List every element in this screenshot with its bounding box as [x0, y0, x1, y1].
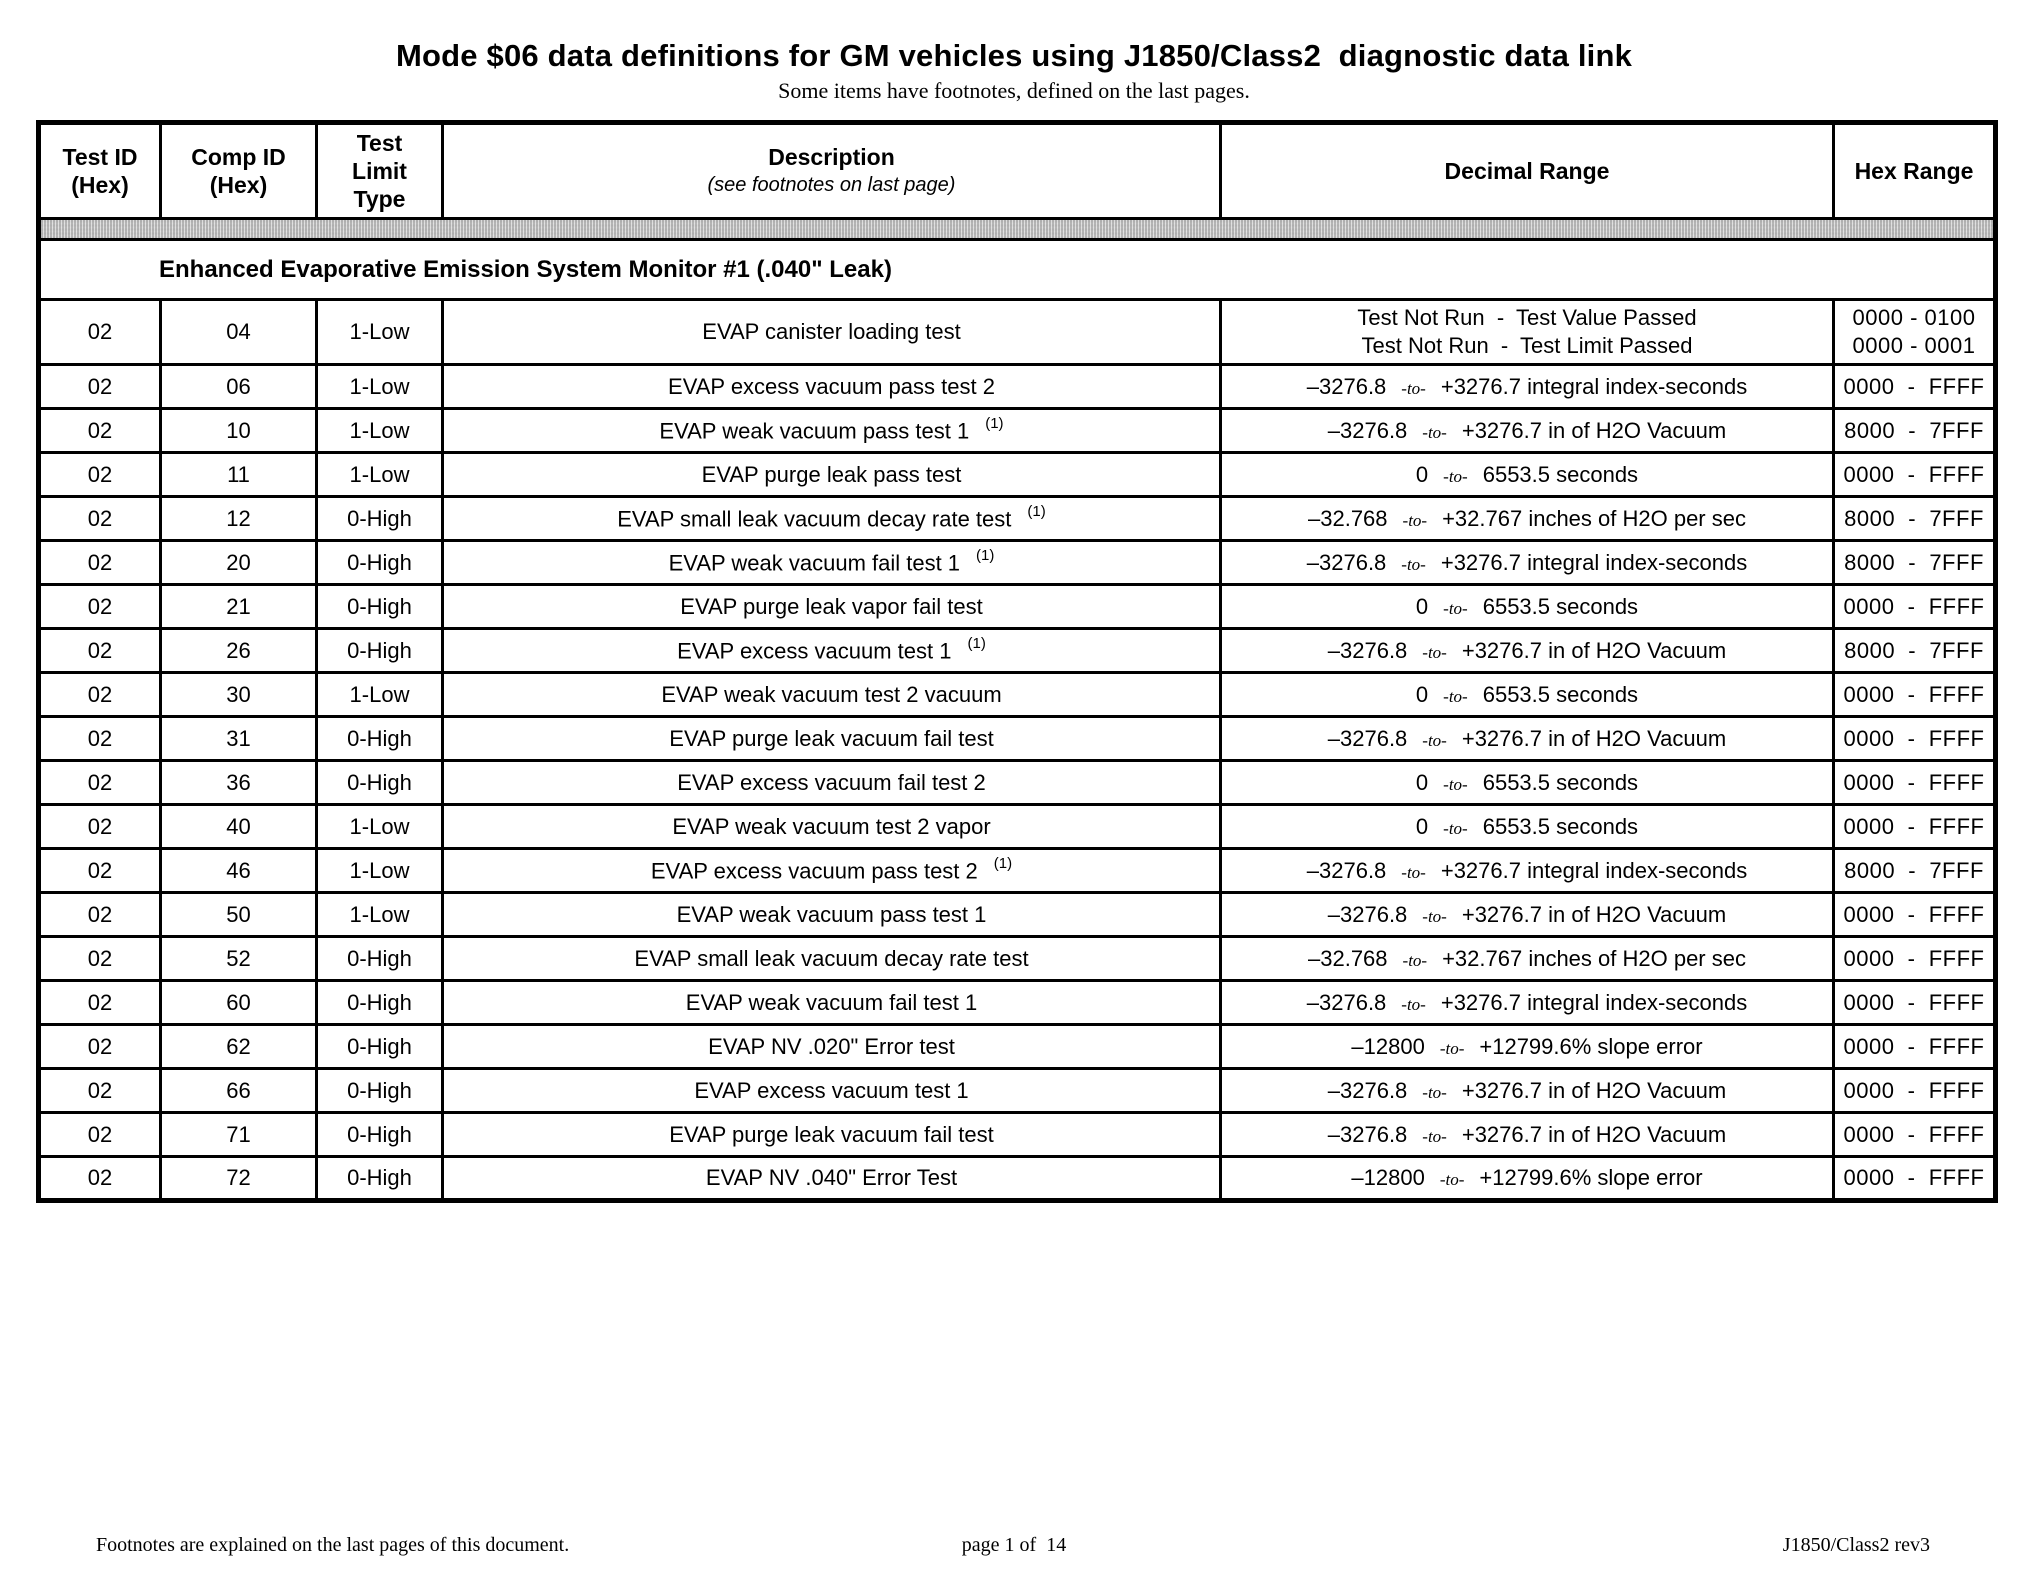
header-line: (Hex) — [71, 172, 129, 198]
cell-hex-range — [1834, 541, 1996, 585]
header-line: Test — [356, 130, 403, 156]
cell-test-id: 02 — [39, 300, 161, 365]
footer-page-number: page 1 of 14 — [961, 1534, 1067, 1556]
description-text: EVAP canister loading test — [702, 319, 961, 344]
decimal-range-min: –3276.8 — [1327, 1077, 1408, 1103]
decimal-range-connector: -to- — [1443, 686, 1468, 706]
col-header-hex-range — [1834, 123, 1996, 219]
cell-hex-range — [1834, 1157, 1996, 1201]
hex-range-line: 0000 - FFFF — [1843, 725, 1985, 751]
hex-range-line: 8000 - 7FFF — [1844, 417, 1984, 443]
cell-test-limit-type: 0-High — [317, 761, 443, 805]
cell-decimal-range — [1221, 300, 1834, 365]
section-header-row — [39, 240, 1996, 300]
cell-test-id: 02 — [39, 673, 161, 717]
cell-description — [443, 629, 1221, 673]
table-row — [39, 1069, 1996, 1113]
cell-description — [443, 717, 1221, 761]
cell-description — [443, 937, 1221, 981]
table-row — [39, 761, 1996, 805]
cell-decimal-range — [1221, 761, 1834, 805]
cell-test-id: 02 — [39, 497, 161, 541]
description-text: EVAP excess vacuum pass test 2 — [650, 858, 978, 884]
description-text: EVAP small leak vacuum decay rate test — [617, 506, 1012, 532]
decimal-range-max: +3276.7 in of H2O Vacuum — [1461, 1121, 1727, 1147]
table-row — [39, 805, 1996, 849]
footnote-marker: (1) — [993, 854, 1013, 872]
page-title: Mode $06 data definitions for GM vehicles using J1850/Class2 diagnostic data link — [395, 38, 1633, 73]
decimal-range-min: 0 — [1415, 461, 1429, 487]
cell-comp-id: 11 — [161, 453, 317, 497]
decimal-range-min: –32.768 — [1308, 505, 1388, 531]
cell-description — [443, 585, 1221, 629]
description-text: EVAP NV .040" Error Test — [705, 1165, 958, 1190]
hex-range-line: 8000 - 7FFF — [1844, 857, 1984, 883]
cell-test-limit-type: 1-Low — [317, 453, 443, 497]
cell-comp-id: 36 — [161, 761, 317, 805]
hex-range-line: 0000 - 0001 — [1852, 333, 1976, 358]
cell-comp-id: 50 — [161, 893, 317, 937]
description-text: EVAP excess vacuum pass test 2 — [668, 373, 995, 399]
hex-range-line: 0000 - FFFF — [1843, 989, 1985, 1015]
cell-test-id: 02 — [39, 365, 161, 409]
decimal-range-max: 6553.5 seconds — [1482, 813, 1639, 839]
separator-band-fill — [39, 219, 1996, 240]
cell-comp-id: 10 — [161, 409, 317, 453]
description-text: EVAP small leak vacuum decay rate test — [634, 945, 1029, 971]
decimal-range-connector: -to- — [1443, 466, 1468, 486]
cell-test-id: 02 — [39, 937, 161, 981]
hex-range-line: 0000 - FFFF — [1843, 681, 1985, 707]
table-row — [39, 497, 1996, 541]
decimal-range-connector: -to- — [1422, 422, 1447, 442]
table-row — [39, 981, 1996, 1025]
cell-comp-id: 06 — [161, 365, 317, 409]
table-row — [39, 365, 1996, 409]
cell-comp-id: 72 — [161, 1157, 317, 1201]
header-line: Hex Range — [1854, 158, 1974, 184]
cell-description — [443, 300, 1221, 365]
description-text: EVAP excess vacuum fail test 2 — [677, 769, 986, 795]
cell-description — [443, 541, 1221, 585]
cell-comp-id: 40 — [161, 805, 317, 849]
cell-hex-range — [1834, 981, 1996, 1025]
cell-decimal-range — [1221, 981, 1834, 1025]
cell-decimal-range — [1221, 849, 1834, 893]
cell-test-id: 02 — [39, 1069, 161, 1113]
hex-range-line: 0000 - FFFF — [1843, 769, 1985, 795]
cell-description — [443, 453, 1221, 497]
decimal-range-connector: -to- — [1401, 994, 1426, 1014]
decimal-range-min: –32.768 — [1308, 945, 1388, 971]
cell-test-id: 02 — [39, 805, 161, 849]
cell-comp-id: 31 — [161, 717, 317, 761]
col-header-comp-id — [161, 123, 317, 219]
cell-hex-range — [1834, 300, 1996, 365]
cell-decimal-range — [1221, 409, 1834, 453]
table-row — [39, 453, 1996, 497]
header-description-note: (see footnotes on last page) — [707, 174, 956, 196]
cell-test-id: 02 — [39, 1025, 161, 1069]
cell-test-limit-type: 1-Low — [317, 365, 443, 409]
decimal-range-max: +3276.7 in of H2O Vacuum — [1461, 1077, 1727, 1103]
description-text: EVAP excess vacuum test 1 — [677, 638, 952, 664]
cell-decimal-range — [1221, 1113, 1834, 1157]
cell-test-limit-type: 0-High — [317, 717, 443, 761]
decimal-range-min: –3276.8 — [1306, 857, 1387, 883]
cell-decimal-range — [1221, 365, 1834, 409]
decimal-range-max: +12799.6% slope error — [1479, 1165, 1703, 1190]
cell-test-id: 02 — [39, 717, 161, 761]
cell-test-limit-type: 1-Low — [317, 673, 443, 717]
cell-description — [443, 981, 1221, 1025]
hex-range-line: 0000 - FFFF — [1843, 1033, 1985, 1059]
cell-hex-range — [1834, 805, 1996, 849]
cell-decimal-range — [1221, 1157, 1834, 1201]
cell-decimal-range — [1221, 937, 1834, 981]
hex-range-line: 0000 - FFFF — [1843, 1121, 1985, 1147]
page-footer — [0, 1534, 2028, 1564]
header-line: (Hex) — [209, 172, 268, 198]
col-header-decimal-range — [1221, 123, 1834, 219]
decimal-range-line: Test Not Run - Test Value Passed — [1357, 305, 1697, 330]
description-text: EVAP weak vacuum fail test 1 — [668, 550, 961, 576]
table-row — [39, 409, 1996, 453]
decimal-range-min: –3276.8 — [1327, 1121, 1408, 1147]
header-line: Type — [353, 186, 406, 212]
decimal-range-connector: -to- — [1422, 1126, 1447, 1146]
decimal-range-max: 6553.5 seconds — [1482, 593, 1639, 619]
cell-test-limit-type: 1-Low — [317, 805, 443, 849]
cell-description — [443, 1025, 1221, 1069]
footer-footnotes-note: Footnotes are explained on the last pages of this document. — [96, 1534, 570, 1556]
description-text: EVAP weak vacuum test 2 vacuum — [661, 681, 1002, 707]
hex-range-line: 8000 - 7FFF — [1844, 637, 1984, 663]
table-row — [39, 629, 1996, 673]
cell-test-limit-type: 0-High — [317, 981, 443, 1025]
table-header-row — [39, 123, 1996, 219]
decimal-range-max: +32.767 inches of H2O per sec — [1442, 505, 1746, 531]
decimal-range-connector: -to- — [1402, 510, 1428, 530]
decimal-range-connector: -to- — [1402, 950, 1428, 970]
hex-range-line: 0000 - FFFF — [1843, 461, 1985, 487]
cell-test-limit-type: 0-High — [317, 1025, 443, 1069]
table-row — [39, 585, 1996, 629]
decimal-range-connector: -to- — [1443, 774, 1468, 794]
cell-hex-range — [1834, 453, 1996, 497]
footnote-marker: (1) — [1027, 502, 1046, 520]
table-row — [39, 849, 1996, 893]
cell-test-limit-type: 0-High — [317, 585, 443, 629]
cell-test-limit-type: 0-High — [317, 541, 443, 585]
cell-hex-range — [1834, 365, 1996, 409]
table-row — [39, 717, 1996, 761]
cell-hex-range — [1834, 1113, 1996, 1157]
cell-test-id: 02 — [39, 453, 161, 497]
cell-hex-range — [1834, 717, 1996, 761]
decimal-range-connector: -to- — [1422, 730, 1447, 750]
cell-decimal-range — [1221, 497, 1834, 541]
hex-range-line: 0000 - FFFF — [1843, 1077, 1985, 1103]
decimal-range-max: +3276.7 in of H2O Vacuum — [1461, 417, 1727, 443]
decimal-range-min: –12800 — [1351, 1165, 1425, 1190]
cell-description — [443, 849, 1221, 893]
cell-comp-id: 04 — [161, 300, 317, 365]
cell-test-limit-type: 0-High — [317, 937, 443, 981]
decimal-range-min: –3276.8 — [1327, 725, 1408, 751]
decimal-range-max: +32.767 inches of H2O per sec — [1442, 945, 1746, 971]
hex-range-line: 0000 - FFFF — [1843, 373, 1985, 399]
decimal-range-min: –3276.8 — [1327, 637, 1408, 663]
cell-test-limit-type: 0-High — [317, 629, 443, 673]
cell-description — [443, 805, 1221, 849]
table-row — [39, 541, 1996, 585]
hex-range-line: 0000 - FFFF — [1843, 901, 1985, 927]
cell-decimal-range — [1221, 453, 1834, 497]
hex-range-line: 0000 - FFFF — [1843, 813, 1985, 839]
hex-range-line: 8000 - 7FFF — [1844, 549, 1984, 575]
decimal-range-min: 0 — [1415, 681, 1429, 707]
cell-test-limit-type: 1-Low — [317, 849, 443, 893]
cell-hex-range — [1834, 629, 1996, 673]
cell-decimal-range — [1221, 673, 1834, 717]
cell-test-limit-type: 1-Low — [317, 893, 443, 937]
decimal-range-max: 6553.5 seconds — [1482, 681, 1639, 707]
cell-decimal-range — [1221, 1069, 1834, 1113]
table-row — [39, 1157, 1996, 1201]
cell-comp-id: 21 — [161, 585, 317, 629]
decimal-range-connector: -to- — [1443, 818, 1468, 838]
footnote-marker: (1) — [985, 414, 1004, 432]
header-line: Description — [768, 144, 895, 170]
footnote-marker: (1) — [967, 634, 986, 652]
header-line: Comp ID — [191, 144, 286, 170]
cell-test-id: 02 — [39, 761, 161, 805]
decimal-range-min: –3276.8 — [1327, 901, 1408, 927]
description-text: EVAP weak vacuum test 2 vapor — [672, 813, 991, 839]
cell-test-id: 02 — [39, 849, 161, 893]
cell-description — [443, 673, 1221, 717]
table-row — [39, 300, 1996, 365]
description-text: EVAP weak vacuum pass test 1 — [659, 418, 970, 444]
cell-comp-id: 62 — [161, 1025, 317, 1069]
decimal-range-min: –3276.8 — [1306, 549, 1387, 575]
decimal-range-connector: -to- — [1401, 378, 1426, 398]
cell-test-limit-type: 0-High — [317, 497, 443, 541]
decimal-range-min: –3276.8 — [1327, 417, 1408, 443]
decimal-range-max: +3276.7 integral index-seconds — [1440, 857, 1748, 883]
decimal-range-max: +3276.7 in of H2O Vacuum — [1461, 725, 1727, 751]
footnote-marker: (1) — [976, 546, 995, 564]
description-text: EVAP purge leak vacuum fail test — [669, 1121, 994, 1147]
header-line: Limit — [352, 158, 407, 184]
decimal-range-min: 0 — [1415, 769, 1429, 795]
decimal-range-max: +3276.7 in of H2O Vacuum — [1461, 637, 1727, 663]
description-text: EVAP purge leak vapor fail test — [680, 593, 983, 619]
cell-comp-id: 71 — [161, 1113, 317, 1157]
cell-hex-range — [1834, 585, 1996, 629]
cell-comp-id: 46 — [161, 849, 317, 893]
table-row — [39, 1025, 1996, 1069]
cell-hex-range — [1834, 849, 1996, 893]
header-line: Test ID — [62, 144, 138, 170]
decimal-range-min: –3276.8 — [1306, 373, 1387, 399]
cell-description — [443, 497, 1221, 541]
cell-comp-id: 20 — [161, 541, 317, 585]
cell-test-id: 02 — [39, 409, 161, 453]
cell-decimal-range — [1221, 805, 1834, 849]
cell-test-limit-type: 0-High — [317, 1113, 443, 1157]
decimal-range-max: +3276.7 in of H2O Vacuum — [1461, 901, 1727, 927]
decimal-range-connector: -to- — [1422, 906, 1447, 926]
cell-decimal-range — [1221, 1025, 1834, 1069]
decimal-range-connector: -to- — [1401, 862, 1426, 882]
cell-test-limit-type: 1-Low — [317, 300, 443, 365]
header-line: Decimal Range — [1444, 158, 1610, 184]
decimal-range-max: +3276.7 integral index-seconds — [1440, 989, 1748, 1015]
cell-test-limit-type: 0-High — [317, 1069, 443, 1113]
decimal-range-connector: -to- — [1422, 1082, 1447, 1102]
decimal-range-connector: -to- — [1401, 554, 1426, 574]
cell-description — [443, 365, 1221, 409]
hex-range-line: 8000 - 7FFF — [1844, 505, 1984, 531]
separator-band — [39, 219, 1996, 240]
table-row — [39, 1113, 1996, 1157]
cell-description — [443, 409, 1221, 453]
cell-hex-range — [1834, 937, 1996, 981]
cell-test-id: 02 — [39, 893, 161, 937]
decimal-range-min: 0 — [1415, 813, 1429, 839]
cell-test-id: 02 — [39, 541, 161, 585]
col-header-description — [443, 123, 1221, 219]
table-row — [39, 673, 1996, 717]
page-subtitle: Some items have footnotes, defined on the last pages. — [778, 78, 1250, 103]
cell-test-id: 02 — [39, 585, 161, 629]
cell-description — [443, 1157, 1221, 1201]
description-text: EVAP excess vacuum test 1 — [694, 1077, 969, 1103]
cell-test-id: 02 — [39, 629, 161, 673]
cell-test-id: 02 — [39, 1157, 161, 1201]
cell-comp-id: 26 — [161, 629, 317, 673]
cell-hex-range — [1834, 673, 1996, 717]
cell-comp-id: 66 — [161, 1069, 317, 1113]
decimal-range-max: 6553.5 seconds — [1482, 461, 1639, 487]
hex-range-line: 0000 - FFFF — [1843, 593, 1985, 619]
description-text: EVAP purge leak vacuum fail test — [669, 725, 994, 751]
decimal-range-min: –3276.8 — [1306, 989, 1387, 1015]
decimal-range-max: +3276.7 integral index-seconds — [1440, 373, 1748, 399]
cell-hex-range — [1834, 497, 1996, 541]
cell-hex-range — [1834, 761, 1996, 805]
cell-hex-range — [1834, 1025, 1996, 1069]
decimal-range-max: +3276.7 integral index-seconds — [1440, 549, 1748, 575]
decimal-range-min: –12800 — [1351, 1033, 1425, 1059]
description-text: EVAP weak vacuum fail test 1 — [685, 989, 978, 1015]
cell-hex-range — [1834, 1069, 1996, 1113]
hex-range-line: 0000 - FFFF — [1843, 945, 1985, 971]
table-row — [39, 937, 1996, 981]
description-text: EVAP weak vacuum pass test 1 — [676, 901, 987, 927]
description-text: EVAP NV .020" Error test — [708, 1033, 955, 1059]
cell-comp-id: 52 — [161, 937, 317, 981]
cell-decimal-range — [1221, 541, 1834, 585]
mode06-definitions-table — [36, 120, 1998, 1203]
decimal-range-connector: -to- — [1443, 598, 1468, 618]
cell-test-id: 02 — [39, 981, 161, 1025]
hex-range-line: 0000 - 0100 — [1852, 305, 1976, 330]
description-text: EVAP purge leak pass test — [701, 461, 962, 487]
decimal-range-max: 6553.5 seconds — [1482, 769, 1639, 795]
decimal-range-max: +12799.6% slope error — [1479, 1033, 1703, 1059]
cell-hex-range — [1834, 409, 1996, 453]
hex-range-line: 0000 - FFFF — [1843, 1165, 1985, 1190]
section-title: Enhanced Evaporative Emission System Monitor #1 (.040" Leak) — [39, 240, 1996, 300]
decimal-range-min: 0 — [1415, 593, 1429, 619]
col-header-test-id — [39, 123, 161, 219]
decimal-range-line: Test Not Run - Test Limit Passed — [1361, 333, 1693, 358]
cell-decimal-range — [1221, 893, 1834, 937]
cell-test-limit-type: 1-Low — [317, 409, 443, 453]
footer-doc-revision: J1850/Class2 rev3 — [1782, 1534, 1930, 1556]
col-header-test-limit-type — [317, 123, 443, 219]
cell-decimal-range — [1221, 585, 1834, 629]
cell-description — [443, 1069, 1221, 1113]
cell-test-id: 02 — [39, 1113, 161, 1157]
decimal-range-connector: -to- — [1439, 1170, 1465, 1189]
decimal-range-connector: -to- — [1422, 642, 1447, 662]
cell-description — [443, 893, 1221, 937]
table-row — [39, 893, 1996, 937]
cell-description — [443, 1113, 1221, 1157]
cell-hex-range — [1834, 893, 1996, 937]
cell-comp-id: 60 — [161, 981, 317, 1025]
cell-comp-id: 30 — [161, 673, 317, 717]
decimal-range-connector: -to- — [1439, 1038, 1465, 1058]
cell-description — [443, 761, 1221, 805]
cell-decimal-range — [1221, 717, 1834, 761]
cell-comp-id: 12 — [161, 497, 317, 541]
cell-test-limit-type: 0-High — [317, 1157, 443, 1201]
cell-decimal-range — [1221, 629, 1834, 673]
